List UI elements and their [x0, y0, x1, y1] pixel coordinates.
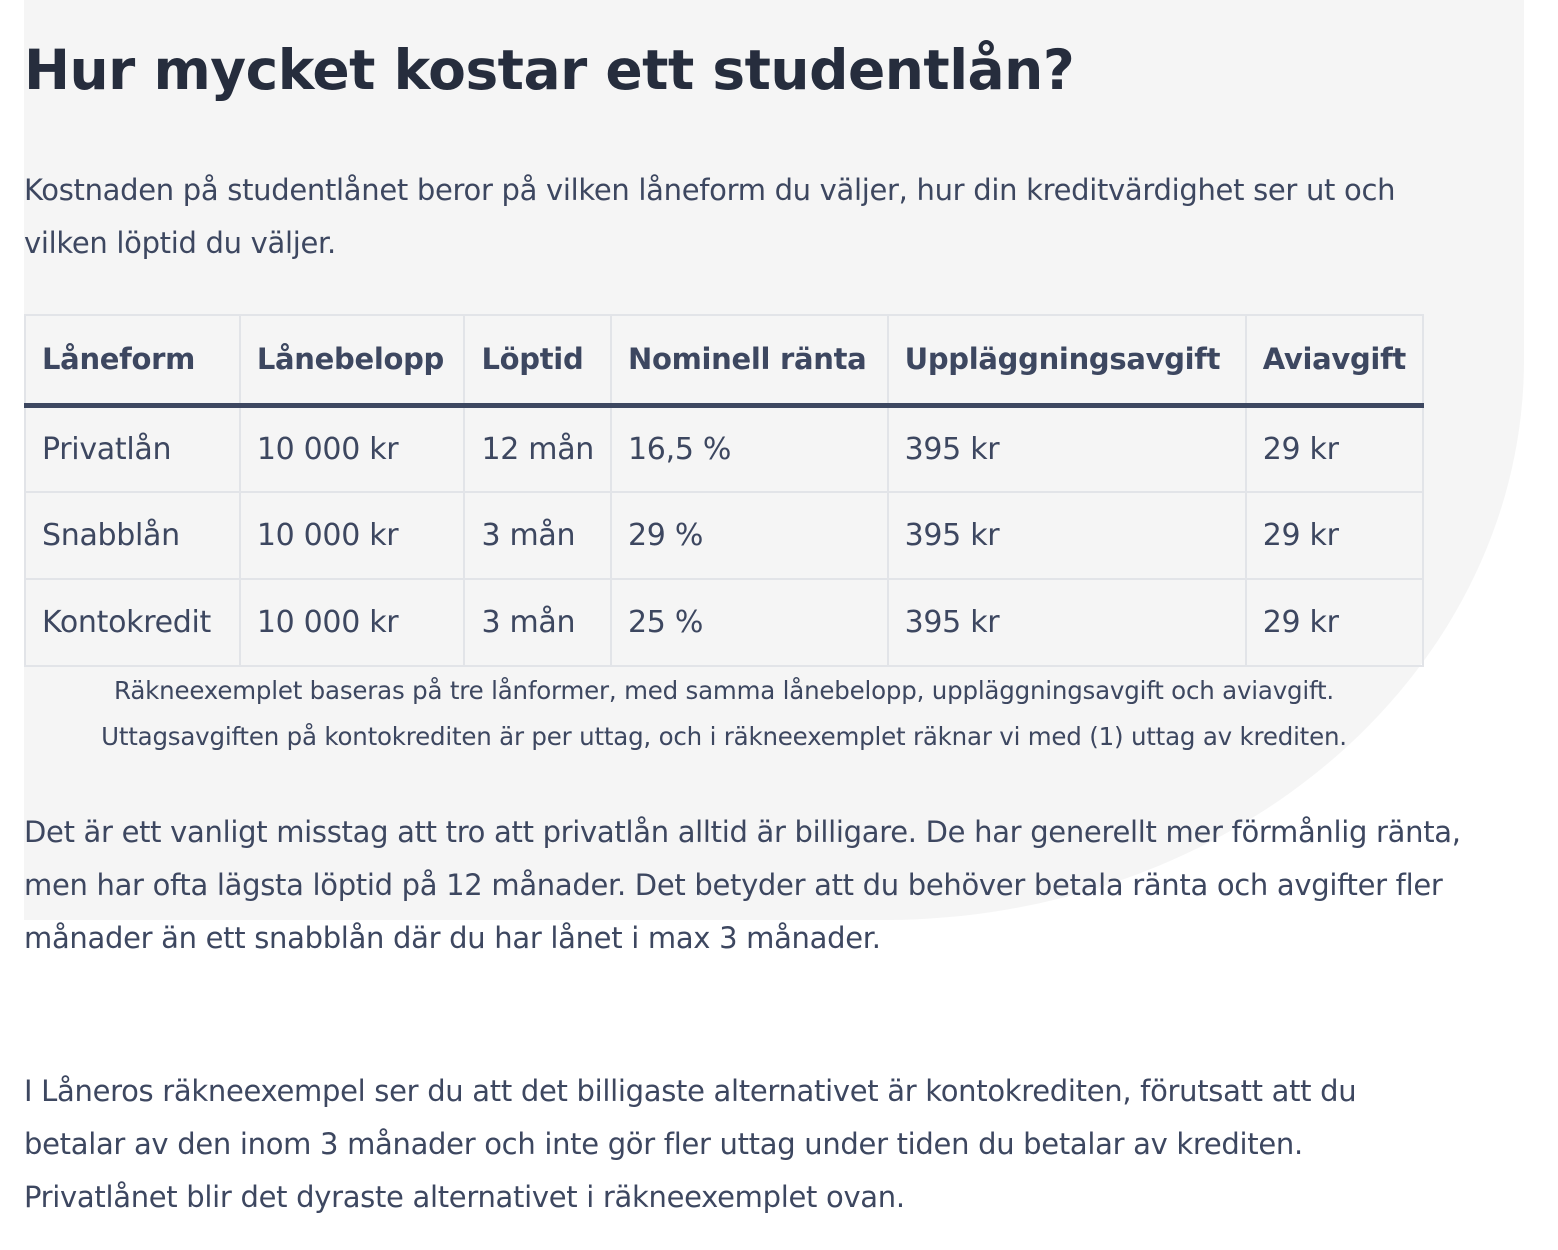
column-header-lanebelopp: Lånebelopp	[240, 315, 465, 405]
body-paragraph-2: I Låneros räkneexempel ser du att det billigaste alternativet är kontokrediten, förutsatt att du betalar av den inom 3 månader och inte gör fler uttag under tiden du betalar av krediten. Privatlånet blir det dyraste alternativet i räkneexemplet ovan.	[24, 1074, 1357, 1214]
table-cell: Privatlån	[25, 405, 240, 492]
page-title: Hur mycket kostar ett studentlån?	[24, 38, 1075, 102]
table-cell: 29 %	[611, 492, 888, 579]
table-cell: 16,5 %	[611, 405, 888, 492]
intro-paragraph: Kostnaden på studentlånet beror på vilken låneform du väljer, hur din kreditvärdighet ser ut och vilken löptid du väljer.	[24, 173, 1396, 260]
table-cell: 395 kr	[888, 492, 1246, 579]
table-cell: 10 000 kr	[240, 405, 465, 492]
column-header-aviavgift: Aviavgift	[1246, 315, 1423, 405]
table-cell: 29 kr	[1246, 579, 1423, 666]
table-row	[25, 579, 1423, 666]
table-cell: 3 mån	[464, 492, 611, 579]
column-header-loptid: Löptid	[464, 315, 611, 405]
loan-comparison-table	[24, 314, 1424, 667]
table-row	[25, 492, 1423, 579]
table-row	[25, 405, 1423, 492]
table-cell: 25 %	[611, 579, 888, 666]
table-cell: 10 000 kr	[240, 492, 465, 579]
body-paragraph-1: Det är ett vanligt misstag att tro att privatlån alltid är billigare. De har generellt mer förmånlig ränta, men har ofta lägsta löptid på 12 månader. Det betyder att du behöver betala ränta och avgifter fler månader än ett snabblån där du har lånet i max 3 månader.	[24, 815, 1461, 955]
table-cell: 29 kr	[1246, 405, 1423, 492]
column-header-upplaggningsavgift: Uppläggningsavgift	[888, 315, 1246, 405]
table-cell: 395 kr	[888, 579, 1246, 666]
column-header-laneform: Låneform	[25, 315, 240, 405]
table-cell: 12 mån	[464, 405, 611, 492]
table-cell: Kontokredit	[25, 579, 240, 666]
table-header-row	[25, 315, 1423, 405]
column-header-nominell-ranta: Nominell ränta	[611, 315, 888, 405]
table-cell: 29 kr	[1246, 492, 1423, 579]
table-caption: Räkneexemplet baseras på tre lånformer, med samma lånebelopp, uppläggningsavgift och aviavgift. Uttagsavgiften på kontokrediten är per uttag, och i räkneexemplet räknar vi med (1) uttag av krediten.	[101, 676, 1347, 751]
table-cell: Snabblån	[25, 492, 240, 579]
table-cell: 395 kr	[888, 405, 1246, 492]
table-cell: 3 mån	[464, 579, 611, 666]
table-cell: 10 000 kr	[240, 579, 465, 666]
